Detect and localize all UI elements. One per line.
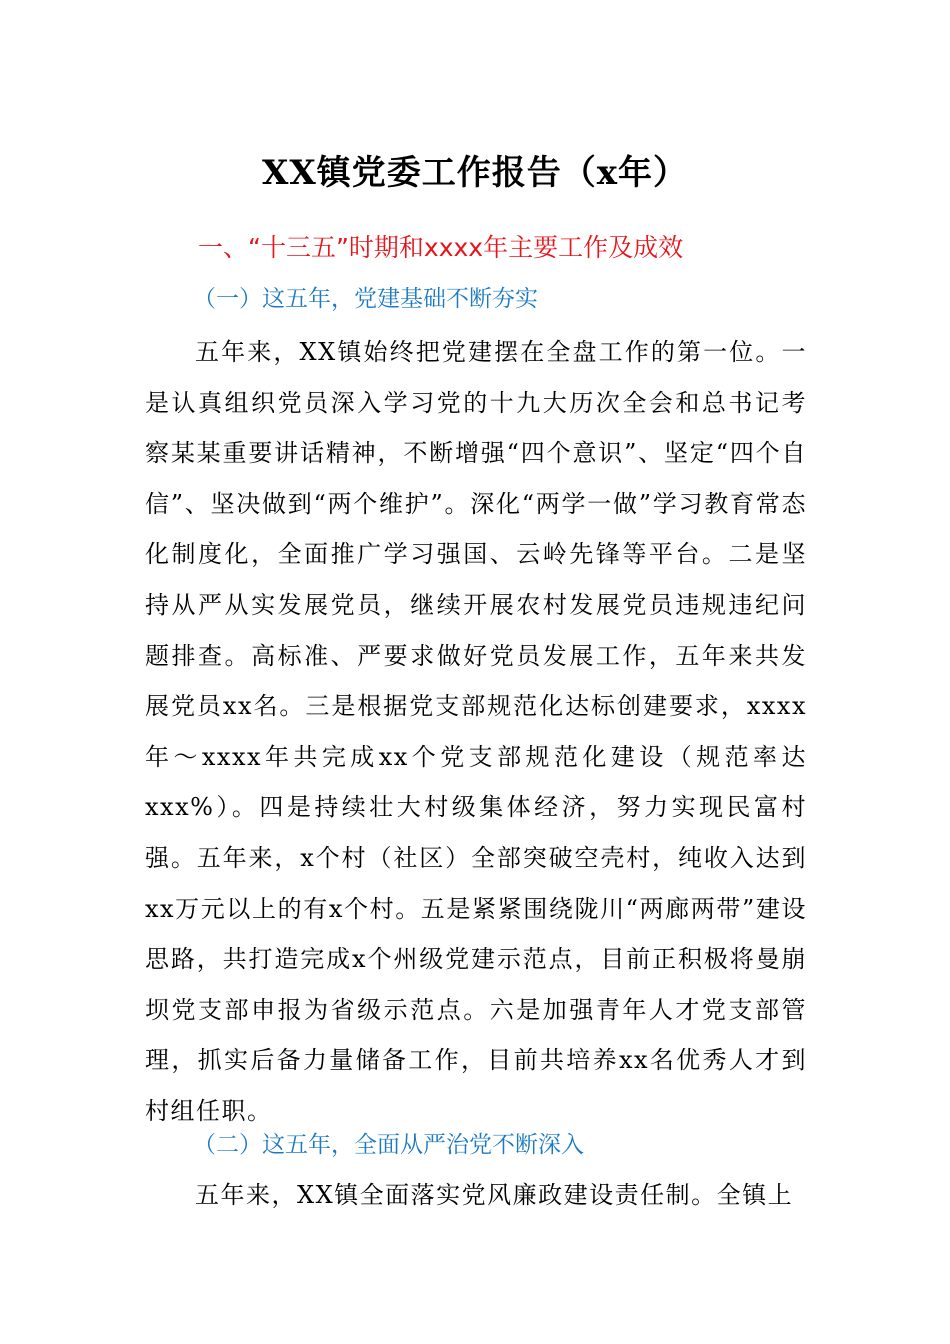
- body-paragraph-2: 五年来，XX镇全面落实党风廉政建设责任制。全镇上: [195, 1181, 794, 1209]
- subsection-heading-1: （一）这五年，党建基础不断夯实: [193, 286, 538, 312]
- body-paragraph-1: 五年来，XX镇始终把党建摆在全盘工作的第一位。一是认真组织党员深入学习党的十九大历次全会和总书记考察某某重要讲话精神，不断增强“四个意识”、坚定“四个自信”、坚决做到“两个维护”。深化“两学一做”学习教育常态化制度化，全面推广学习强国、云岭先锋等平台。二是坚持从严从实发展党员，继续开展农村发展党员违规违纪问题排查。高标准、严要求做好党员发展工作，五年来共发展党员xx名。三是根据党支部规范化达标创建要求，xxxx年～xxxx年共完成xx个党支部规范化建设（规范率达xxx%）。四是持续壮大村级集体经济，努力实现民富村强。五年来，x个村（社区）全部突破空壳村，纯收入达到xx万元以上的有x个村。五是紧紧围绕陇川“两廊两带”建设思路，共打造完成x个州级党建示范点，目前正积极将曼崩坝党支部申报为省级示范点。六是加强青年人才党支部管理，抓实后备力量储备工作，目前共培养xx名优秀人才到村组任职。: [145, 338, 807, 1125]
- document-title: XX镇党委工作报告（x年）: [261, 153, 689, 193]
- subsection-heading-2: （二）这五年，全面从严治党不断深入: [193, 1132, 584, 1158]
- section-heading: 一、“十三五”时期和xxxx年主要工作及成效: [198, 233, 684, 262]
